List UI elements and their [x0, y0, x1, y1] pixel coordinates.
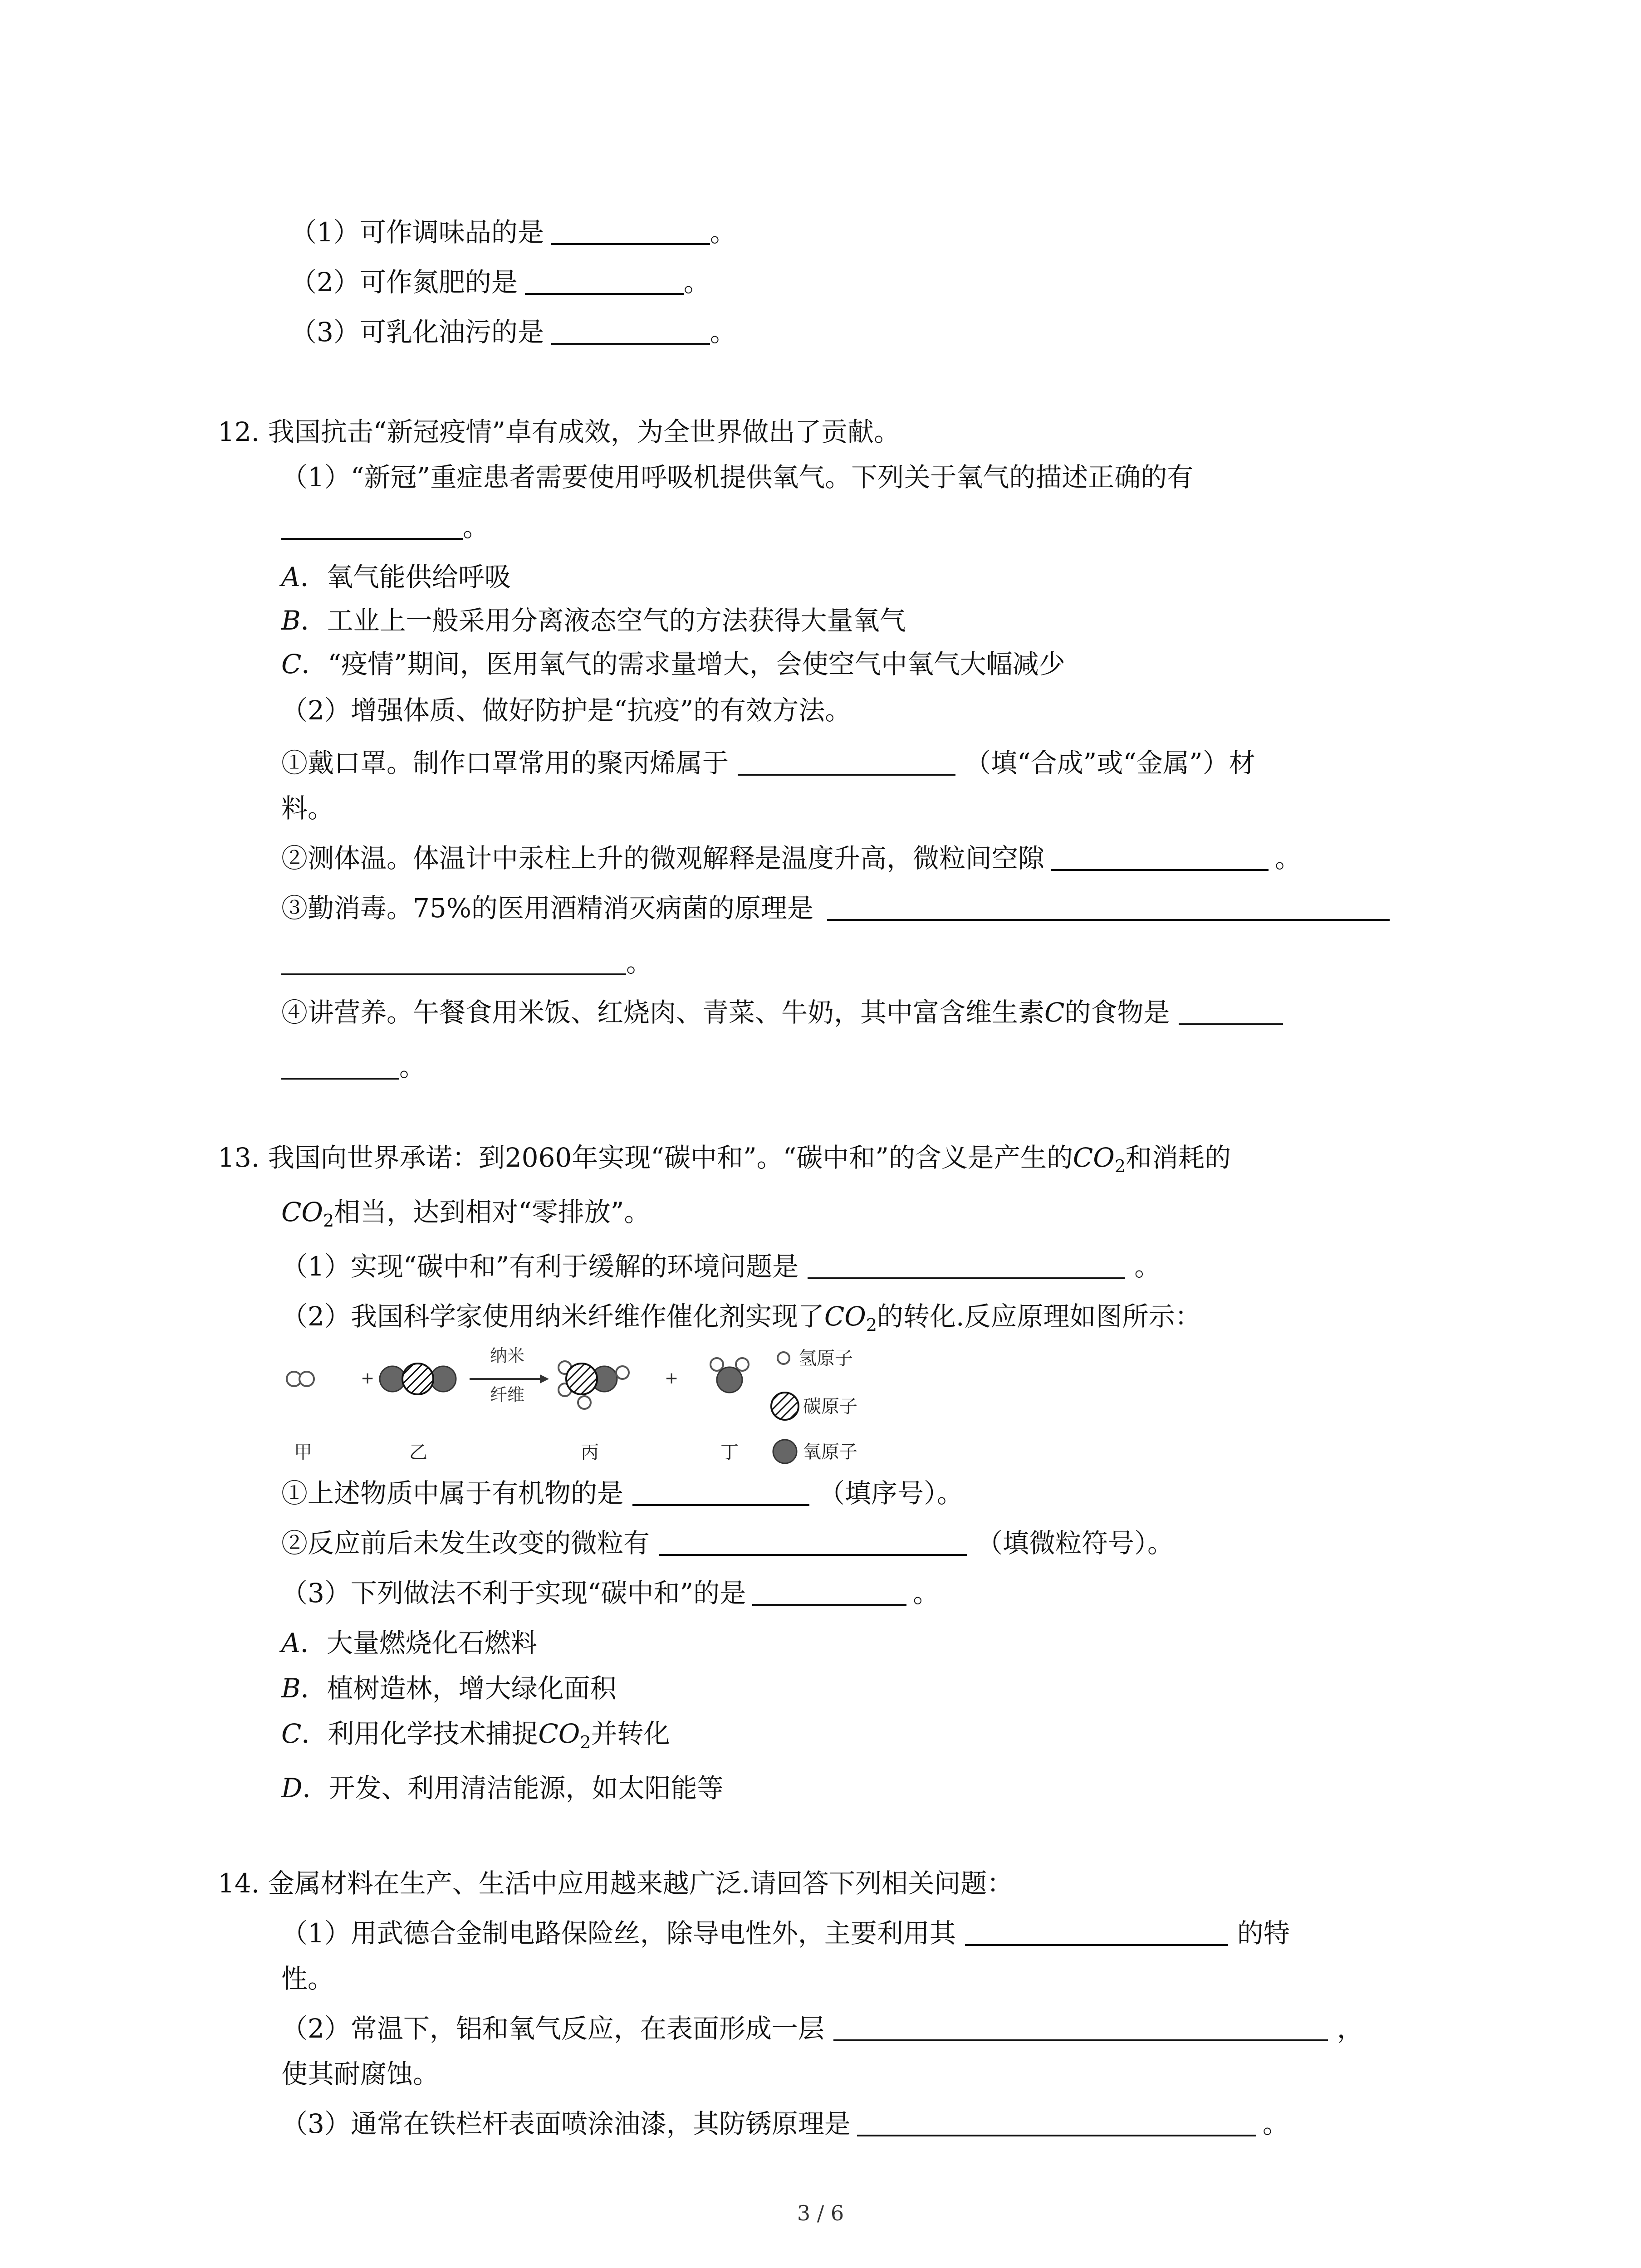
- answer-blank[interactable]: [833, 2014, 1328, 2041]
- q13-sub1: ①上述物质中属于有机物的是 （填序号）。: [281, 1478, 964, 1509]
- answer-blank[interactable]: [1051, 844, 1269, 871]
- q13-option-d: D．开发、利用清洁能源，如太阳能等: [281, 1773, 724, 1804]
- q13-part1: （1）实现“碳中和”有利于缓解的环境问题是 。: [281, 1251, 1161, 1282]
- plus-sign: +: [665, 1369, 679, 1388]
- svg-text:氧原子: 氧原子: [803, 1442, 857, 1462]
- q13-part2: （2）我国科学家使用纳米纤维作催化剂实现了$CO_2$的转化.反应原理如图所示：: [281, 1301, 1201, 1335]
- svg-text:纤维: 纤维: [490, 1385, 525, 1405]
- q12-sub1: ①戴口罩。制作口罩常用的聚丙烯属于 （填“合成”或“金属”）材: [281, 748, 1255, 778]
- q12-part2: （2）增强体质、做好防护是“抗疫”的有效方法。: [281, 695, 852, 726]
- q12-option-c: C．“疫情”期间，医用氧气的需求量增大，会使空气中氧气大幅减少: [281, 649, 1065, 679]
- plus-sign: +: [361, 1369, 375, 1388]
- svg-text:甲: 甲: [294, 1442, 312, 1463]
- q13-part3: （3）下列做法不利于实现“碳中和”的是 。: [281, 1578, 940, 1608]
- q11-part1: （1）可作调味品的是 。: [290, 217, 736, 248]
- q12-sub3: ③勤消毒。75%的医用酒精消灭病菌的原理是: [281, 891, 1390, 925]
- svg-text:碳原子: 碳原子: [803, 1396, 857, 1417]
- svg-text:纳米: 纳米: [490, 1346, 525, 1366]
- q12-option-b: B．工业上一般采用分离液态空气的方法获得大量氧气: [281, 605, 906, 636]
- answer-blank[interactable]: [281, 948, 626, 975]
- q12-part1: （1）“新冠”重症患者需要使用呼吸机提供氧气。下列关于氧气的描述正确的有: [281, 462, 1194, 493]
- answer-blank[interactable]: [1179, 998, 1283, 1025]
- q14-part3: （3）通常在铁栏杆表面喷涂油漆，其防锈原理是 。: [281, 2108, 1289, 2139]
- q12-sub1-cont: 料。: [281, 793, 334, 824]
- q12-sub3-answer: 。: [281, 945, 652, 980]
- q11-part3: （3）可乳化油污的是 。: [290, 317, 736, 347]
- q13-option-b: B．植树造林，增大绿化面积: [281, 1673, 617, 1704]
- molecule-jia: [287, 1372, 314, 1386]
- q12-option-a: A．氧气能供给呼吸: [281, 562, 511, 592]
- answer-blank[interactable]: [808, 1252, 1125, 1279]
- answer-blank[interactable]: [827, 894, 1390, 921]
- q13-stem: 13. 我国向世界承诺：到2060年实现“碳中和”。“碳中和”的含义是产生的$CO_2$和消耗的: [218, 1142, 1231, 1176]
- q14-part2: （2）常温下，铝和氧气反应，在表面形成一层 ，: [281, 2013, 1363, 2044]
- q11-part2: （2）可作氮肥的是 。: [290, 267, 710, 298]
- molecule-yi: [380, 1364, 456, 1394]
- reaction-diagram: [281, 1343, 916, 1479]
- svg-text:氢原子: 氢原子: [798, 1348, 853, 1369]
- answer-blank[interactable]: [752, 1579, 906, 1606]
- q14-part2-cont: 使其耐腐蚀。: [281, 2058, 440, 2089]
- answer-blank[interactable]: [281, 1052, 399, 1080]
- answer-blank[interactable]: [281, 513, 463, 540]
- answer-blank[interactable]: [525, 268, 684, 295]
- q12-sub4-answer: 。: [281, 1050, 426, 1084]
- reaction-arrow: [470, 1346, 549, 1405]
- q14-part1-cont: 性。: [281, 1963, 334, 1994]
- q13-option-a: A．大量燃烧化石燃料: [281, 1628, 537, 1658]
- q12-stem: 12. 我国抗击“新冠疫情”卓有成效，为全世界做出了贡献。: [218, 416, 900, 447]
- q12-part1-answer: 。: [281, 510, 489, 544]
- q14-part1: （1）用武德合金制电路保险丝，除导电性外，主要利用其 的特: [281, 1918, 1290, 1949]
- answer-blank[interactable]: [551, 318, 710, 345]
- q12-sub4: ④讲营养。午餐食用米饭、红烧肉、青菜、牛奶，其中富含维生素C的食物是: [281, 995, 1283, 1030]
- answer-blank[interactable]: [551, 218, 710, 245]
- diagram-legend: [771, 1348, 857, 1463]
- answer-blank[interactable]: [965, 1919, 1228, 1946]
- answer-blank[interactable]: [738, 748, 955, 776]
- q13-option-c: C．利用化学技术捕捉$CO_2$并转化: [281, 1718, 670, 1752]
- answer-blank[interactable]: [659, 1529, 967, 1556]
- page-number: 3 / 6: [797, 2201, 844, 2225]
- q13-sub2: ②反应前后未发生改变的微粒有 （填微粒符号）。: [281, 1528, 1174, 1559]
- svg-text:丙: 丙: [581, 1442, 599, 1463]
- q14-stem: 14. 金属材料在生产、生活中应用越来越广泛.请回答下列相关问题：: [218, 1868, 1014, 1899]
- answer-blank[interactable]: [857, 2109, 1256, 2136]
- svg-text:乙: 乙: [409, 1442, 427, 1463]
- q12-sub2: ②测体温。体温计中汞柱上升的微观解释是温度升高，微粒间空隙 。: [281, 843, 1302, 874]
- molecule-bing: [558, 1361, 629, 1409]
- answer-blank[interactable]: [632, 1479, 809, 1506]
- q13-stem-cont: $CO_2$相当，达到相对“零排放”。: [281, 1197, 651, 1231]
- svg-text:丁: 丁: [720, 1442, 739, 1463]
- molecule-ding: [710, 1358, 749, 1393]
